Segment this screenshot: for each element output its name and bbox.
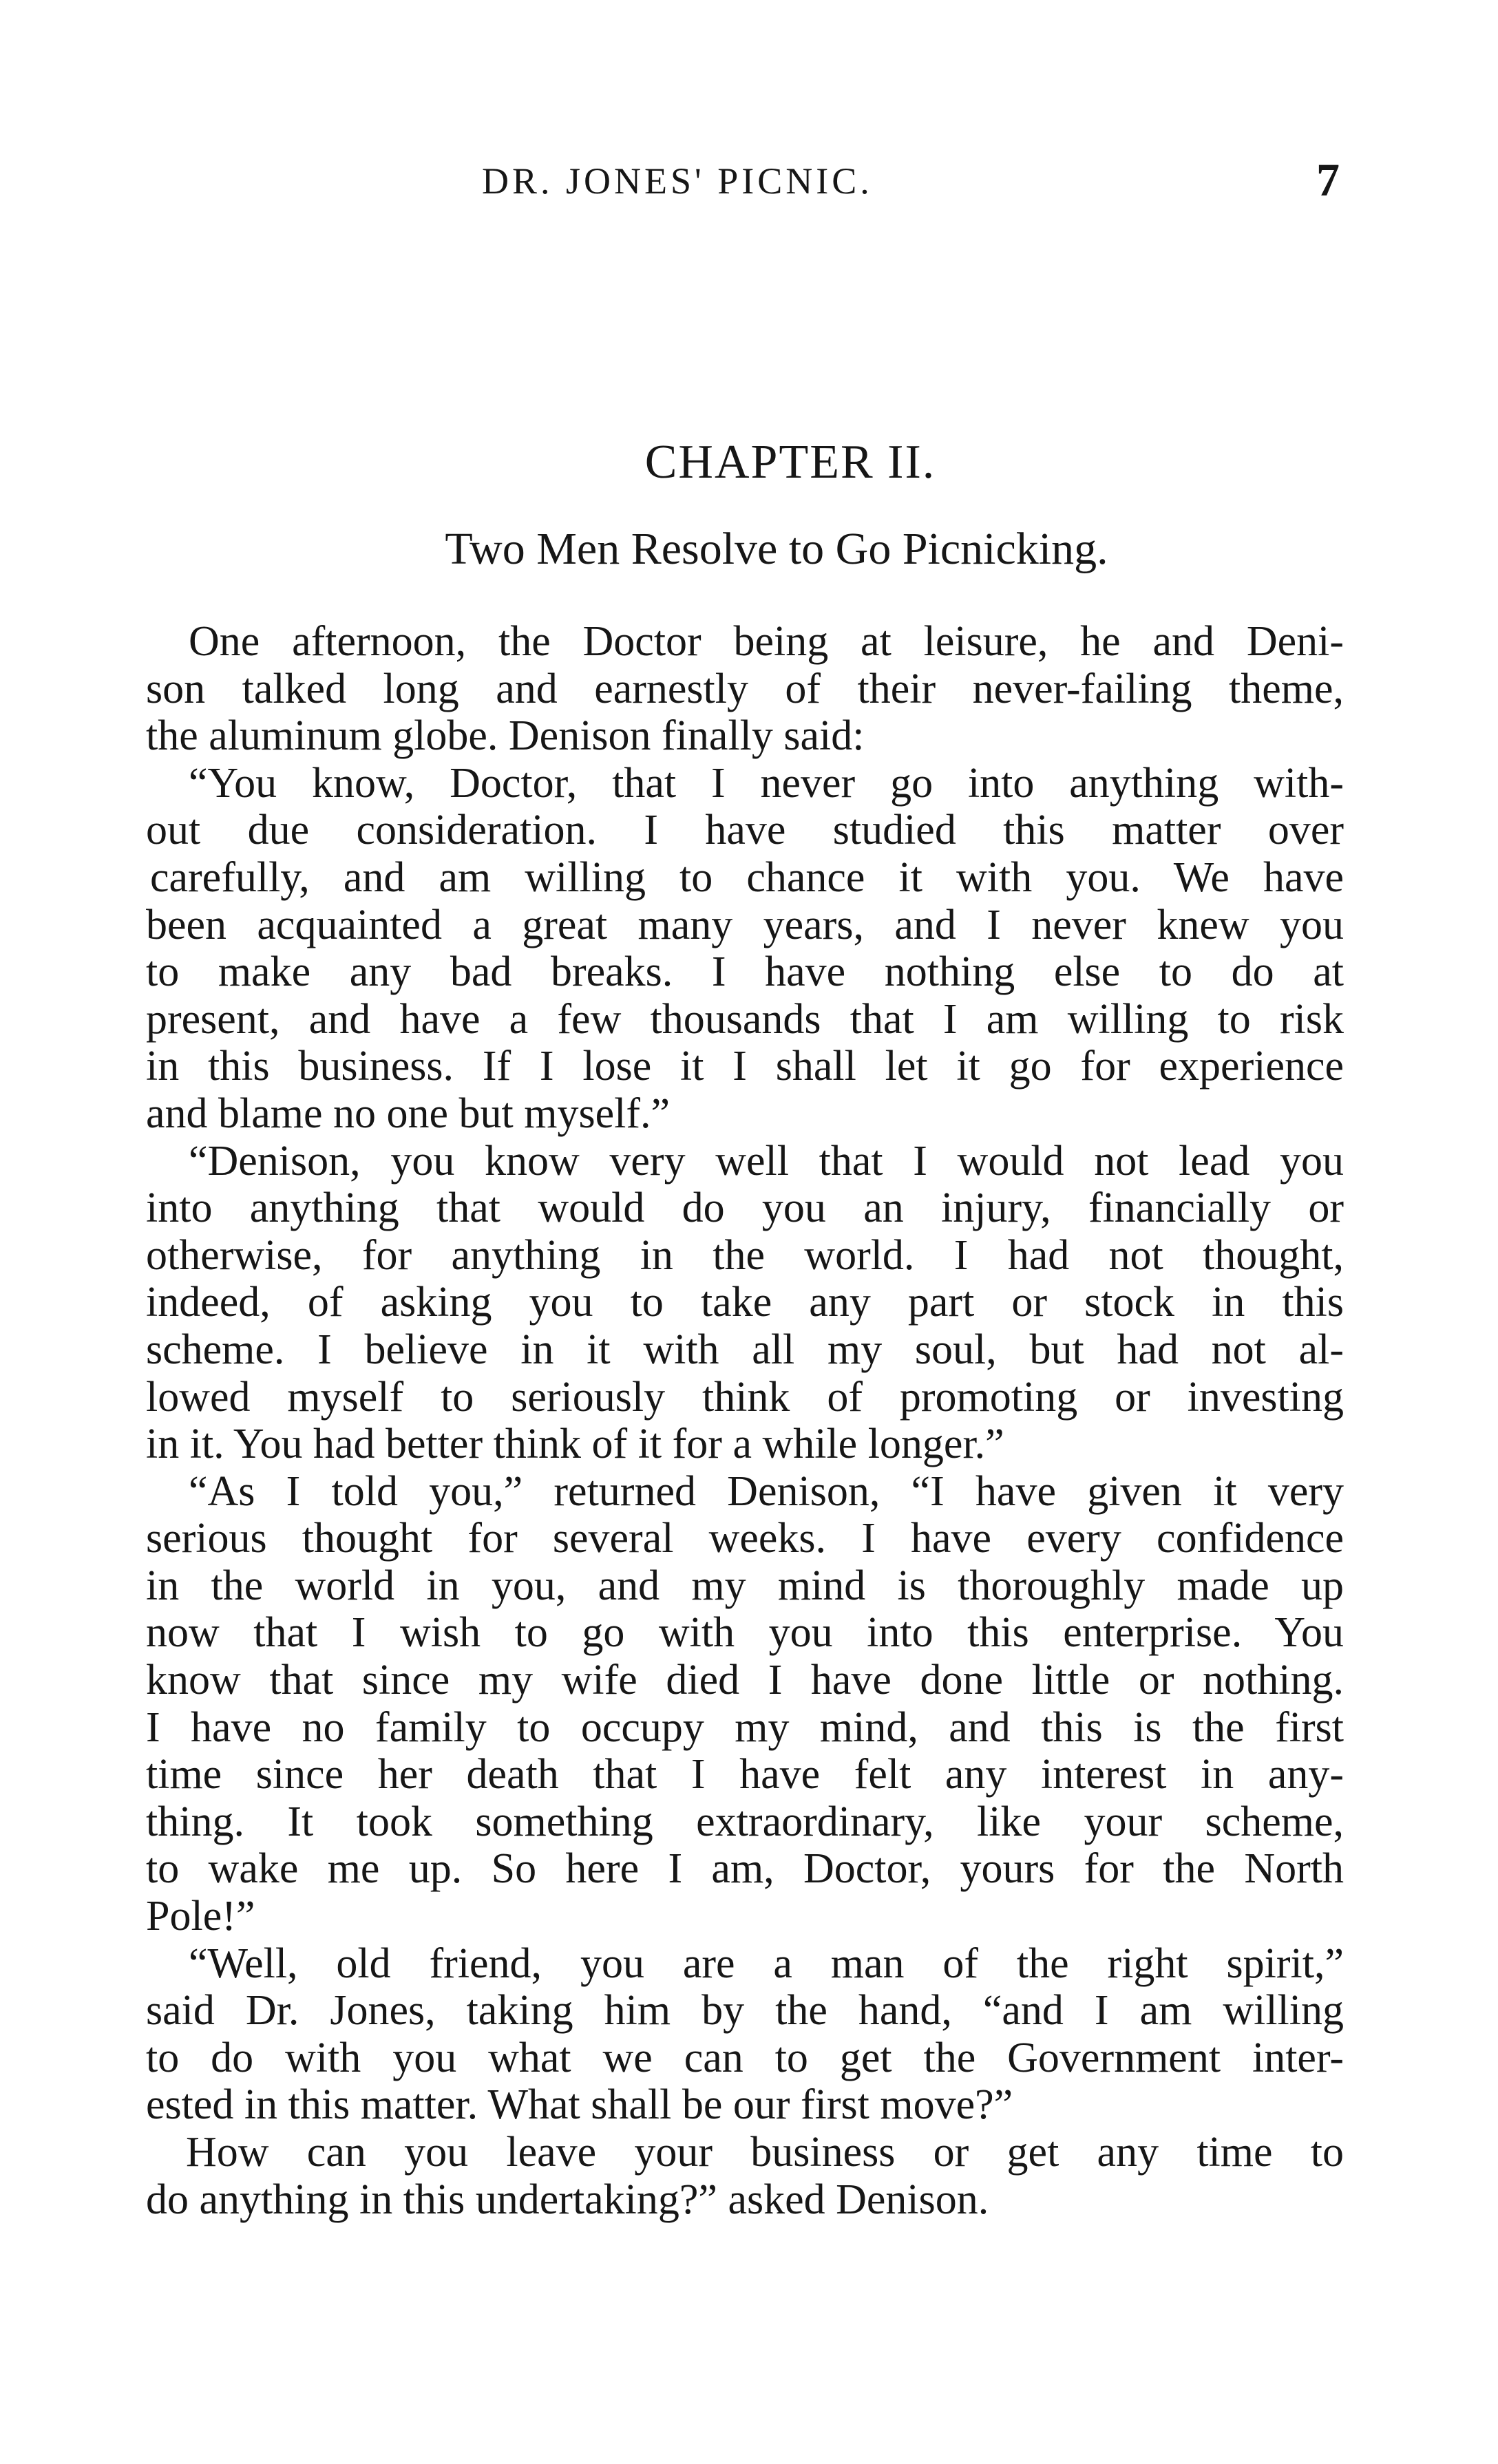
running-head: DR. JONES' PICNIC.: [482, 160, 873, 202]
text-line: One afternoon, the Doctor being at leisure, he and Deni-: [189, 618, 1344, 665]
page-number: 7: [1316, 153, 1340, 206]
text-line: to do with you what we can to get the Government inter-: [146, 2034, 1344, 2081]
text-line: know that since my wife died I have done little or nothing.: [146, 1657, 1344, 1704]
text-line: son talked long and earnestly of their never-failing theme,: [146, 665, 1344, 712]
text-line: “Well, old friend, you are a man of the right spirit,”: [189, 1940, 1344, 1987]
text-line: to wake me up. So here I am, Doctor, yours for the North: [146, 1845, 1344, 1893]
text-line: scheme. I believe in it with all my soul, but had not al-: [146, 1326, 1344, 1373]
text-line: do anything in this undertaking?” asked Denison.: [146, 2176, 989, 2223]
text-line: “As I told you,” returned Denison, “I have given it very: [189, 1467, 1344, 1515]
text-line: out due consideration. I have studied this matter over: [146, 807, 1344, 854]
text-line: and blame no one but myself.”: [146, 1090, 671, 1137]
text-line: lowed myself to seriously think of promoting or investing: [146, 1373, 1344, 1421]
text-line: in the world in you, and my mind is thoroughly made up: [146, 1562, 1344, 1609]
text-line: “Denison, you know very well that I would not lead you: [189, 1137, 1344, 1185]
text-line: the aluminum globe. Denison finally said:: [146, 712, 865, 760]
text-line: in it. You had better think of it for a while longer.”: [146, 1421, 1004, 1468]
text-line: ested in this matter. What shall be our first move?”: [146, 2081, 1013, 2129]
text-line: “You know, Doctor, that I never go into anything with-: [189, 759, 1344, 807]
text-line: to make any bad breaks. I have nothing else to do at: [146, 948, 1344, 996]
text-line: otherwise, for anything in the world. I had not thought,: [146, 1231, 1344, 1279]
text-line: said Dr. Jones, taking him by the hand, “and I am willing: [146, 1987, 1344, 2035]
chapter-subtitle: Two Men Resolve to Go Picnicking.: [445, 524, 1108, 574]
text-line: present, and have a few thousands that I am willing to risk: [146, 995, 1344, 1043]
text-line: indeed, of asking you to take any part or stock in this: [146, 1279, 1344, 1326]
text-line: been acquainted a great many years, and I never knew you: [146, 901, 1344, 948]
text-line: Pole!”: [146, 1893, 255, 1940]
text-line: in this business. If I lose it I shall let it go for experience: [146, 1043, 1344, 1090]
text-line: carefully, and am willing to chance it with you. We have: [150, 853, 1344, 901]
chapter-title: CHAPTER II.: [644, 436, 936, 489]
text-line: I have no family to occupy my mind, and this is the first: [146, 1703, 1344, 1751]
text-line: How can you leave your business or get any time to: [186, 2129, 1344, 2176]
text-line: serious thought for several weeks. I have every confidence: [146, 1515, 1344, 1562]
text-line: thing. It took something extraordinary, like your scheme,: [146, 1798, 1344, 1845]
text-line: now that I wish to go with you into this enterprise. You: [146, 1609, 1344, 1657]
text-line: time since her death that I have felt any interest in any-: [146, 1751, 1344, 1798]
text-line: into anything that would do you an injury, financially or: [146, 1185, 1344, 1232]
body-text: [146, 618, 1344, 2223]
